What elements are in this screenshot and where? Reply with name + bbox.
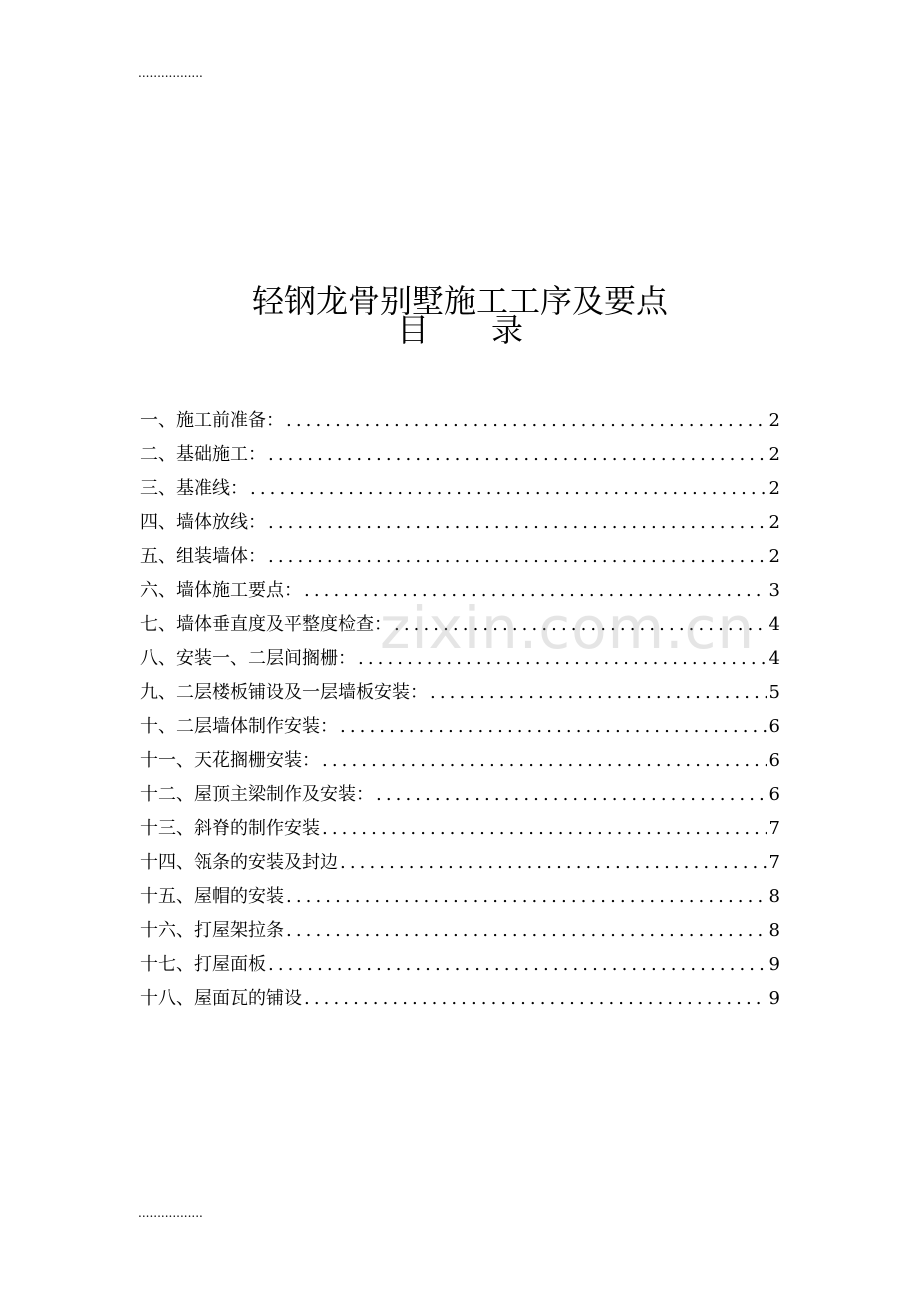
toc-entry-label: 十四、瓴条的安装及封边 xyxy=(140,852,338,873)
toc-entry[interactable] xyxy=(140,812,780,846)
toc-entry-label: 十五、屋帽的安装 xyxy=(140,886,284,907)
toc-entry[interactable] xyxy=(140,404,780,438)
toc-entry-label: 十二、屋顶主梁制作及安装： xyxy=(140,784,374,805)
toc-entry-page: 2 xyxy=(768,478,780,499)
toc-entry-page: 7 xyxy=(768,852,780,873)
toc-entry[interactable] xyxy=(140,880,780,914)
toc-entry[interactable] xyxy=(140,948,780,982)
toc-entry-page: 8 xyxy=(768,920,780,941)
header-dots: ................. xyxy=(138,66,203,80)
toc-entry-label: 十三、斜脊的制作安装 xyxy=(140,818,320,839)
toc-entry[interactable] xyxy=(140,540,780,574)
footer-dots: ................. xyxy=(138,1206,203,1220)
toc-entry[interactable] xyxy=(140,472,780,506)
toc-entry[interactable] xyxy=(140,914,780,948)
toc-entry-label: 十一、天花搁栅安装： xyxy=(140,750,320,771)
toc-leader xyxy=(268,948,767,982)
toc-entry-page: 6 xyxy=(768,784,780,805)
toc-entry-page: 2 xyxy=(768,410,780,431)
toc-leader xyxy=(286,914,767,948)
document-title: 轻钢龙骨别墅施工工序及要点 xyxy=(251,282,668,321)
toc-entry-page: 3 xyxy=(768,580,780,601)
toc-entry[interactable] xyxy=(140,574,780,608)
toc-entry-label: 二、基础施工： xyxy=(140,444,266,465)
toc-entry-label: 十七、打屋面板 xyxy=(140,954,266,975)
toc-entry-page: 8 xyxy=(768,886,780,907)
toc-entry-page: 2 xyxy=(768,546,780,567)
toc-heading-right: 录 xyxy=(491,311,524,349)
toc-entry-page: 4 xyxy=(768,648,780,669)
toc-entry[interactable] xyxy=(140,676,780,710)
toc-entry-label: 三、基准线： xyxy=(140,478,248,499)
toc-leader xyxy=(268,506,767,540)
toc-leader xyxy=(340,710,767,744)
toc-entry-page: 5 xyxy=(768,682,780,703)
toc-entry-page: 2 xyxy=(768,444,780,465)
toc-entry[interactable] xyxy=(140,778,780,812)
toc-leader xyxy=(286,404,767,438)
toc-leader xyxy=(250,472,767,506)
toc-entry-label: 十六、打屋架拉条 xyxy=(140,920,284,941)
toc-entry[interactable] xyxy=(140,710,780,744)
toc-entry-label: 五、组装墙体： xyxy=(140,546,266,567)
table-of-contents xyxy=(140,404,780,1016)
toc-leader xyxy=(286,880,767,914)
toc-entry-page: 7 xyxy=(768,818,780,839)
toc-entry-label: 九、二层楼板铺设及一层墙板安装： xyxy=(140,682,428,703)
toc-leader xyxy=(394,608,767,642)
toc-entry-label: 四、墙体放线： xyxy=(140,512,266,533)
toc-leader xyxy=(304,574,767,608)
toc-entry-label: 六、墙体施工要点： xyxy=(140,580,302,601)
toc-leader xyxy=(268,438,767,472)
toc-entry-page: 6 xyxy=(768,716,780,737)
watermark: zixin.com.cn xyxy=(380,594,756,662)
toc-leader xyxy=(322,812,767,846)
toc-entry[interactable] xyxy=(140,982,780,1016)
toc-entry[interactable] xyxy=(140,846,780,880)
toc-entry[interactable] xyxy=(140,506,780,540)
toc-leader xyxy=(358,642,767,676)
toc-entry-page: 4 xyxy=(768,614,780,635)
toc-leader xyxy=(376,778,767,812)
toc-entry-page: 9 xyxy=(768,954,780,975)
toc-entry-label: 七、墙体垂直度及平整度检查： xyxy=(140,614,392,635)
toc-entry-label: 十、二层墙体制作安装： xyxy=(140,716,338,737)
toc-entry[interactable] xyxy=(140,438,780,472)
toc-leader xyxy=(430,676,767,710)
toc-entry-page: 6 xyxy=(768,750,780,771)
toc-heading-left: 目 xyxy=(396,311,429,349)
toc-entry[interactable] xyxy=(140,642,780,676)
toc-entry-label: 一、施工前准备： xyxy=(140,410,284,431)
toc-heading xyxy=(0,308,920,352)
toc-leader xyxy=(340,846,767,880)
toc-entry-page: 2 xyxy=(768,512,780,533)
toc-entry[interactable] xyxy=(140,744,780,778)
toc-entry-label: 八、安装一、二层间搁栅： xyxy=(140,648,356,669)
toc-entry[interactable] xyxy=(140,608,780,642)
toc-leader xyxy=(322,744,767,778)
toc-leader xyxy=(268,540,767,574)
toc-entry-label: 十八、屋面瓦的铺设 xyxy=(140,988,302,1009)
toc-entry-page: 9 xyxy=(768,988,780,1009)
toc-leader xyxy=(304,982,767,1016)
